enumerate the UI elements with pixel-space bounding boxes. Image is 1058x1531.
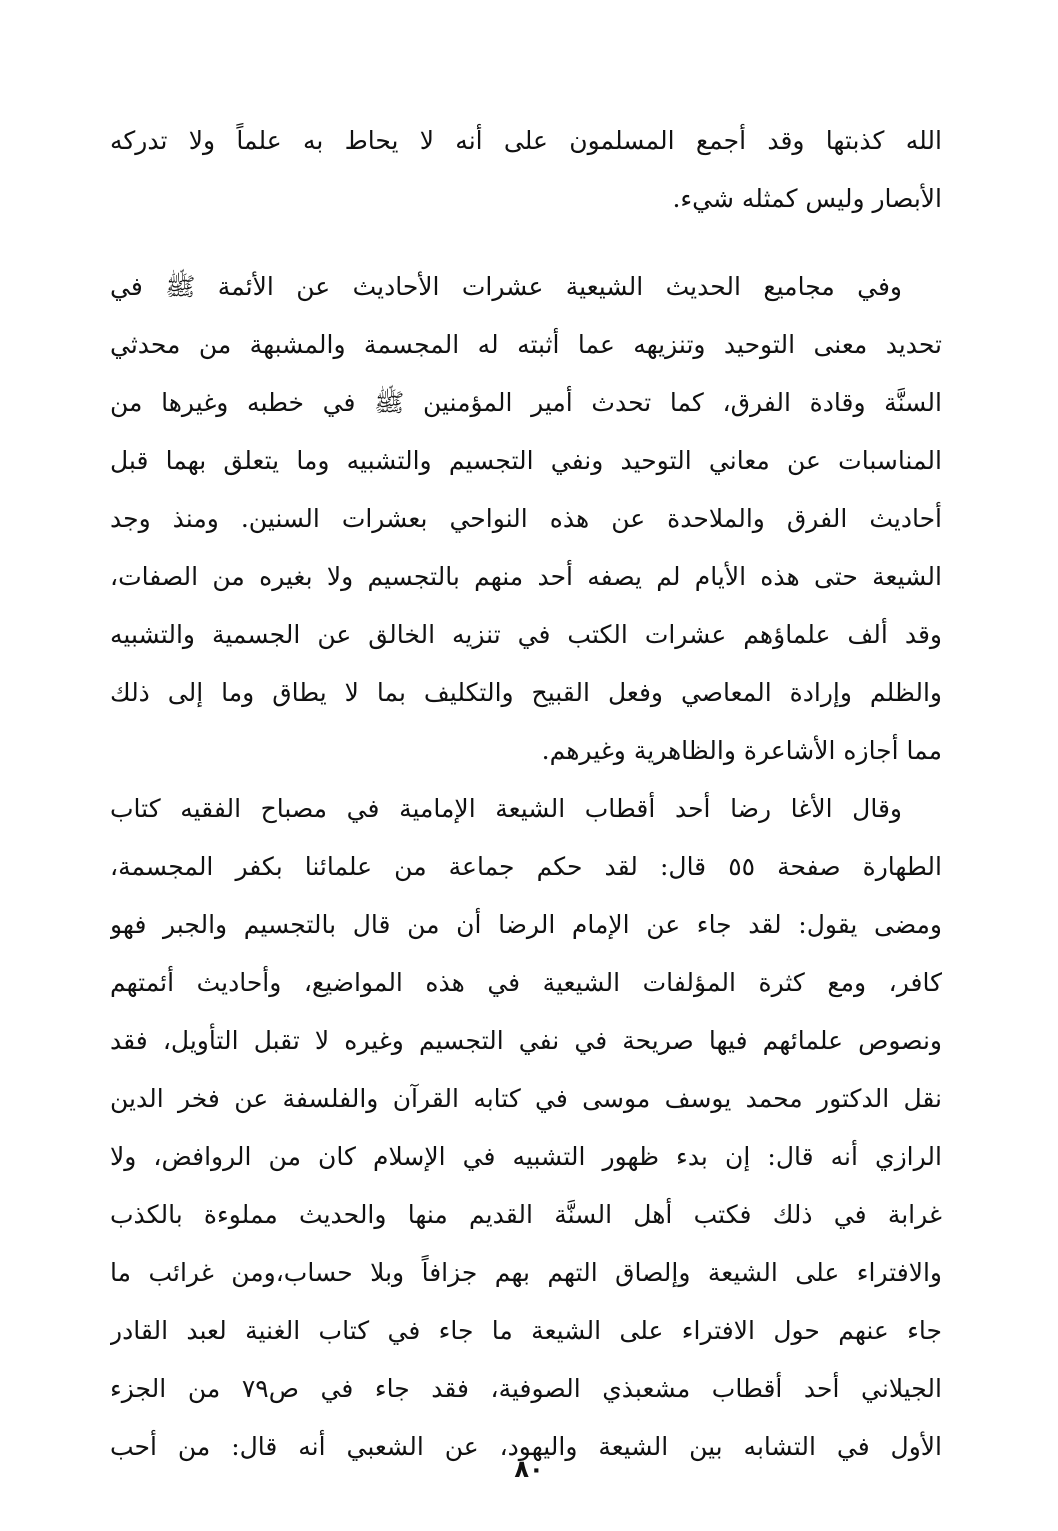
text-line: وقد ألف علماؤهم عشرات الكتب في تنزيه الخالق عن الجسمية والتشبيه — [110, 620, 942, 649]
page-number: ٨٠ — [514, 1455, 544, 1483]
text-line: السنَّة وقادة الفرق، كما تحدث أمير المؤمنين ﷺ في خطبه وغيرها من — [110, 388, 942, 417]
text-line: الأول في التشابه بين الشيعة واليهود، عن الشعبي أنه قال: من أحب — [110, 1432, 942, 1461]
text-line: ونصوص علمائهم فيها صريحة في نفي التجسيم وغيره لا تقبل التأويل، فقد — [110, 1026, 942, 1055]
text-line: جاء عنهم حول الافتراء على الشيعة ما جاء في كتاب الغنية لعبد القادر — [110, 1316, 942, 1345]
text-line: المناسبات عن معاني التوحيد ونفي التجسيم والتشبيه وما يتعلق بهما قبل — [110, 446, 942, 475]
paragraph-3 — [110, 780, 942, 1476]
text-line: تحديد معنى التوحيد وتنزيهه عما أثبته له المجسمة والمشبهة من محدثي — [110, 330, 942, 359]
text-line: أحاديث الفرق والملاحدة عن هذه النواحي بعشرات السنين. ومنذ وجد — [110, 504, 942, 533]
text-line: ومضى يقول: لقد جاء عن الإمام الرضا أن من قال بالتجسيم والجبر فهو — [110, 910, 942, 939]
paragraph-2 — [110, 258, 942, 780]
text-line: وقال الأغا رضا أحد أقطاب الشيعة الإمامية في مصباح الفقيه كتاب — [110, 794, 902, 823]
text-line: غرابة في ذلك فكتب أهل السنَّة القديم منها والحديث مملوءة بالكذب — [110, 1200, 942, 1229]
text-line: الجيلاني أحد أقطاب مشعبذي الصوفية، فقد جاء في ص٧٩ من الجزء — [110, 1374, 942, 1403]
text-line: الطهارة صفحة ٥٥ قال: لقد حكم جماعة من علمائنا بكفر المجسمة، — [110, 852, 942, 881]
text-line: الأبصار وليس كمثله شيء. — [672, 184, 942, 213]
text-line: وفي مجاميع الحديث الشيعية عشرات الأحاديث عن الأئمة ﷺ في — [110, 272, 902, 301]
paragraph-1 — [110, 112, 942, 228]
text-line: مما أجازه الأشاعرة والظاهرية وغيرهم. — [541, 736, 942, 765]
text-line: الله كذبتها وقد أجمع المسلمون على أنه لا يحاط به علماً ولا تدركه — [110, 126, 942, 155]
text-line: والافتراء على الشيعة وإلصاق التهم بهم جزافاً وبلا حساب،ومن غرائب ما — [110, 1258, 942, 1287]
text-line: كافر، ومع كثرة المؤلفات الشيعية في هذه المواضيع، وأحاديث أئمتهم — [110, 968, 942, 997]
text-line: نقل الدكتور محمد يوسف موسى في كتابه القرآن والفلسفة عن فخر الدين — [110, 1084, 942, 1113]
text-line: الرازي أنه قال: إن بدء ظهور التشبيه في الإسلام كان من الروافض، ولا — [110, 1142, 942, 1171]
text-line: الشيعة حتى هذه الأيام لم يصفه أحد منهم بالتجسيم ولا بغيره من الصفات، — [110, 562, 942, 591]
text-line: والظلم وإرادة المعاصي وفعل القبيح والتكليف بما لا يطاق وما إلى ذلك — [110, 678, 942, 707]
